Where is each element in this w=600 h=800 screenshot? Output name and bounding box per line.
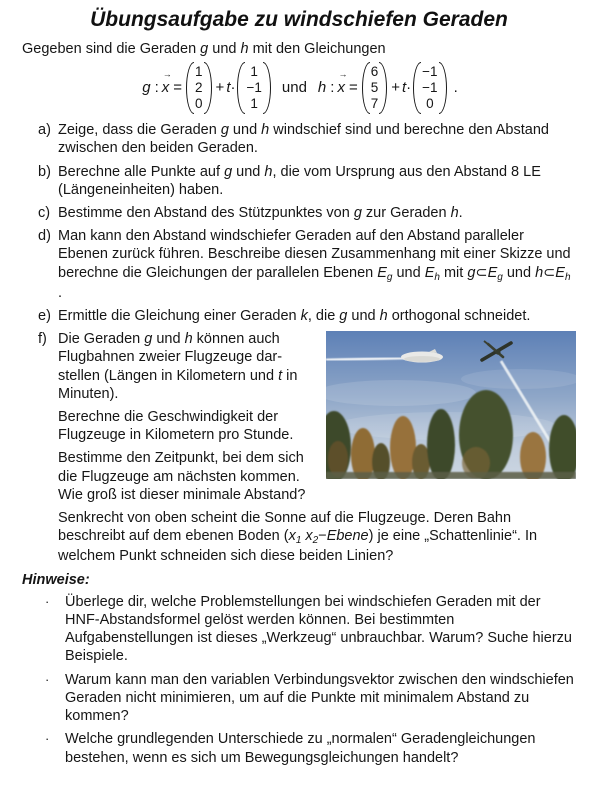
matrix-cell: 1 bbox=[195, 64, 203, 80]
matrix-cell: 0 bbox=[426, 96, 434, 112]
item-f-paragraph: Bestimme den Zeitpunkt, bei dem sich die Flugzeuge am nächsten kommen. Wie groß ist dieser minimale Abstand? bbox=[58, 450, 306, 503]
bullet-icon: · bbox=[45, 593, 50, 609]
item-f-paragraph: Die Geraden g und h können auch Flugbahnen zweier Flugzeuge darstellen (Längen in Kilometern und t in Minuten). bbox=[58, 331, 298, 402]
item-text: Zeige, dass die Geraden g und h windschief sind und berechne den Abstand zwischen den beiden Geraden. bbox=[58, 122, 549, 157]
hints-list bbox=[22, 593, 576, 767]
item-text: Man kann den Abstand windschiefer Geraden auf den Abstand paralleler Ebenen zurück führen. Beschreibe diesen Zusammenhang mit einer Skizze und berechne die Gleichungen der parallelen Ebenen $E_g$ und $E_h$ mit $g\subset E_g$ und $h\subset E_h$ . bbox=[58, 228, 571, 301]
hint-bullet bbox=[38, 671, 576, 726]
equation-line-g bbox=[140, 61, 273, 115]
item-label: d) bbox=[38, 228, 51, 245]
colon: : bbox=[330, 79, 335, 97]
bullet-icon: · bbox=[45, 671, 50, 687]
vector-arrow-icon: → bbox=[338, 69, 348, 80]
plus-sign: + bbox=[391, 79, 400, 97]
task-item-c bbox=[38, 204, 576, 222]
matrix-cell: −1 bbox=[246, 80, 262, 96]
matrix-cell: 7 bbox=[370, 96, 379, 112]
item-text: Bestimme den Abstand des Stützpunktes von g zur Geraden h. bbox=[58, 205, 463, 222]
hint-text: Welche grundlegenden Unterschiede zu „normalen“ Geradengleichungen bestehen, wenn es sich um Bewegungsgleichungen handelt? bbox=[65, 731, 536, 766]
matrix-cell: 1 bbox=[250, 64, 258, 80]
item-f-paragraph: Berechne die Geschwindigkeit der Flugzeuge in Kilometern pro Stunde. bbox=[58, 409, 294, 444]
task-list bbox=[38, 121, 576, 565]
page-title: Übungsaufgabe zu windschiefen Geraden bbox=[90, 8, 508, 31]
matrix-cell: 6 bbox=[370, 64, 379, 80]
task-item-f bbox=[38, 330, 576, 565]
hint-text: Warum kann man den variablen Verbindungsvektor zwischen den windschiefen Geraden nicht minimieren, um auf die Punkte mit minimalem Abstand zu kommen? bbox=[65, 671, 574, 725]
g-support-vector bbox=[186, 61, 212, 115]
x-vector-symbol: x → bbox=[161, 69, 172, 97]
item-label: b) bbox=[38, 163, 51, 180]
vector-arrow-icon: → bbox=[162, 69, 172, 80]
hints-heading: Hinweise: bbox=[22, 571, 90, 588]
equation-line-h bbox=[316, 61, 458, 115]
g-label: g bbox=[142, 79, 151, 97]
task-item-a bbox=[38, 121, 576, 157]
h-direction-vector bbox=[413, 61, 446, 115]
item-text: Ermittle die Gleichung einer Geraden k, die g und h orthogonal schneidet. bbox=[58, 308, 531, 325]
matrix-cell: −1 bbox=[422, 64, 438, 80]
airplanes-photo bbox=[326, 331, 576, 479]
matrix-cell: 5 bbox=[370, 80, 379, 96]
plus-sign: + bbox=[215, 79, 225, 97]
bullet-icon: · bbox=[45, 731, 50, 747]
cdot: · bbox=[406, 79, 412, 97]
task-item-d bbox=[38, 227, 576, 302]
und-connector: und bbox=[281, 79, 307, 97]
parameter-t: t bbox=[226, 79, 231, 97]
parameter-t: t bbox=[401, 79, 407, 97]
item-text bbox=[58, 330, 576, 565]
hint-text: Überlege dir, welche Problemstellungen bei windschiefen Geraden mit der HNF-Abstandsformel gelöst werden können. Bei bestimmten Aufgabenstellungen ist dieses „Werkzeug“ unbrauchbar. Warum? Suche hierzu Beispiele. bbox=[65, 593, 572, 665]
item-text: Berechne alle Punkte auf g und h, die vom Ursprung aus den Abstand 8 LE (Längeneinheiten) haben. bbox=[58, 163, 541, 198]
hint-bullet bbox=[38, 593, 576, 666]
vector-equations bbox=[22, 61, 576, 115]
h-label: h bbox=[317, 79, 327, 97]
period: . bbox=[453, 79, 458, 97]
hint-bullet bbox=[38, 730, 576, 766]
h-support-vector bbox=[362, 61, 388, 115]
blimp-contrail bbox=[326, 358, 404, 360]
colon: : bbox=[154, 79, 159, 97]
item-label: a) bbox=[38, 122, 51, 139]
x-vector-symbol: x → bbox=[337, 69, 348, 97]
matrix-cell: 2 bbox=[195, 80, 203, 96]
equals-sign: = bbox=[173, 79, 183, 97]
intro-text: Gegeben sind die Geraden g und h mit den Gleichungen bbox=[22, 41, 386, 57]
item-label: c) bbox=[38, 205, 51, 222]
item-label: f) bbox=[38, 331, 47, 348]
cloud bbox=[461, 369, 576, 389]
item-label: e) bbox=[38, 308, 51, 325]
g-direction-vector bbox=[237, 61, 270, 115]
equals-sign: = bbox=[348, 79, 358, 97]
item-f-paragraph: Senkrecht von oben scheint die Sonne auf die Flugzeuge. Deren Bahn beschreibt auf dem ebenen Boden ($x_1$ $x_2-Ebene$) je eine „Schattenlinie“. In welchem Punkt schneiden sich diese beiden Linien? bbox=[58, 510, 538, 565]
task-item-e bbox=[38, 307, 576, 325]
task-item-b bbox=[38, 163, 576, 199]
matrix-cell: 0 bbox=[195, 96, 203, 112]
matrix-cell: −1 bbox=[422, 80, 438, 96]
cdot: · bbox=[230, 79, 236, 97]
matrix-cell: 1 bbox=[250, 96, 258, 112]
